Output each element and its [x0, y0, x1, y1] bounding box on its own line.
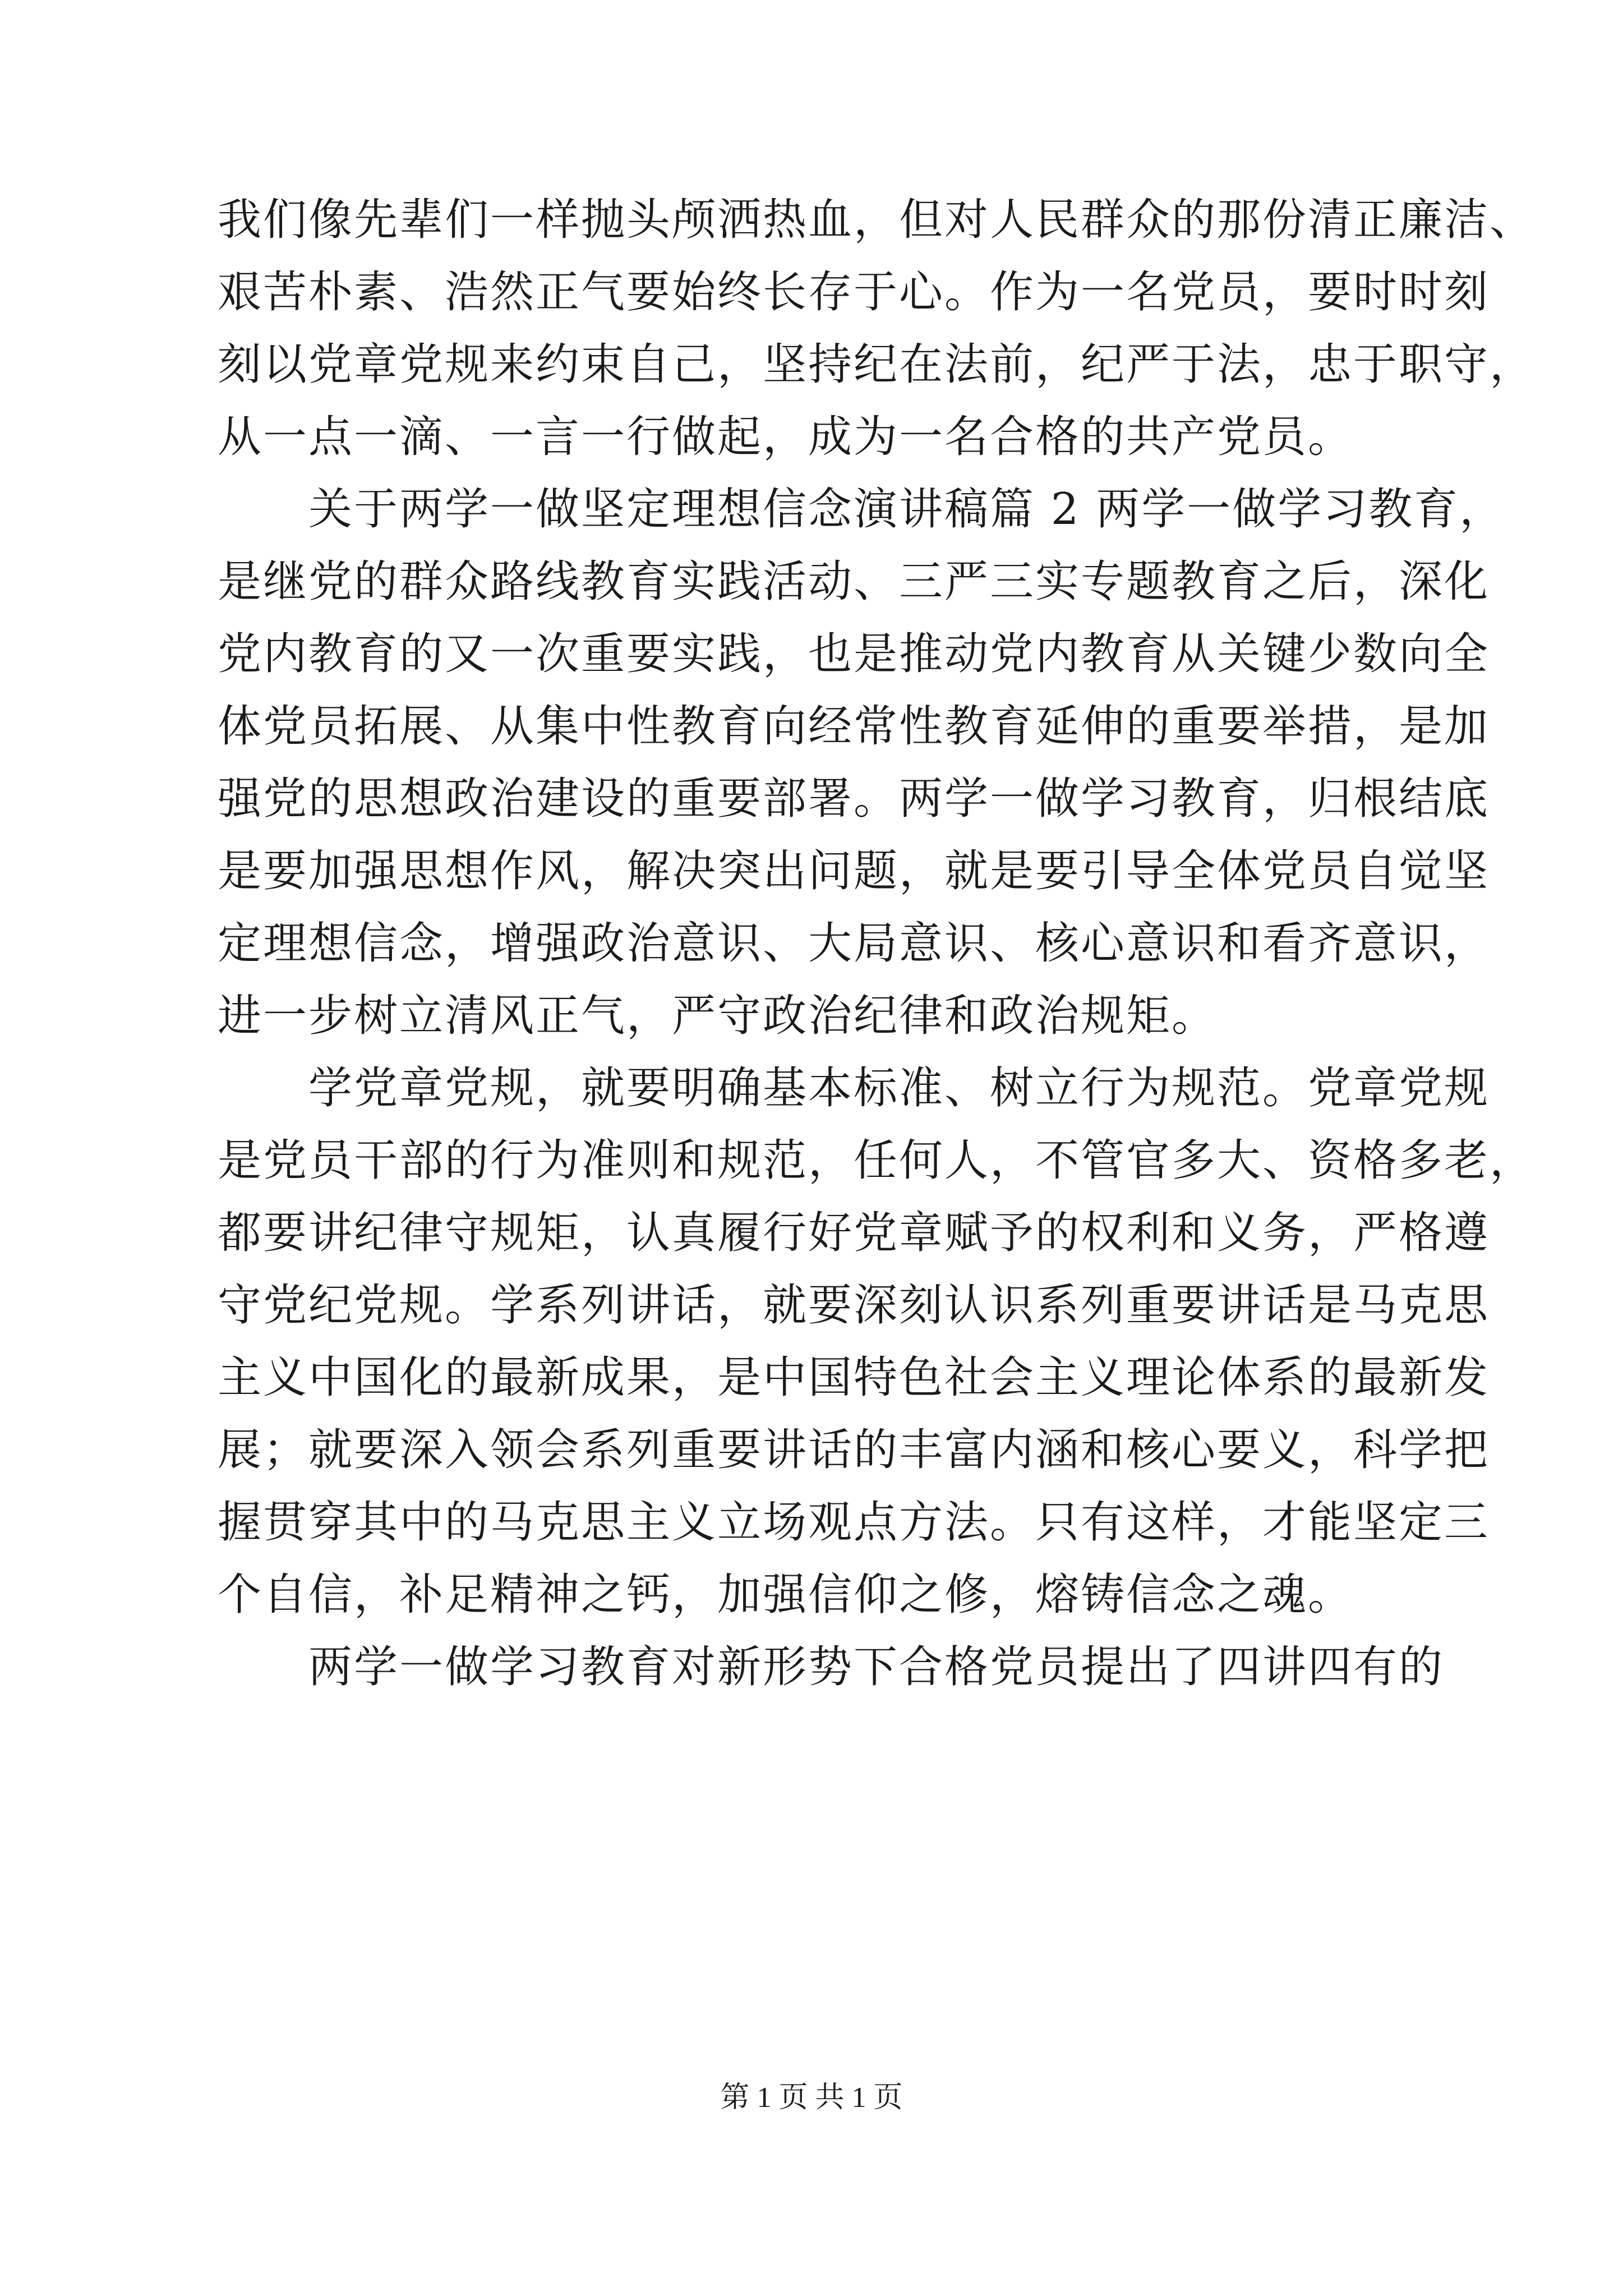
text-line: 都要讲纪律守规矩，认真履行好党章赋予的权利和义务，严格遵: [218, 1208, 1490, 1258]
text-line: 从一点一滴、一言一行做起，成为一名合格的共产党员。: [218, 412, 1354, 462]
text-line: 定理想信念，增强政治意识、大局意识、核心意识和看齐意识，: [218, 918, 1490, 969]
text-line: 是要加强思想作风，解决突出问题，就是要引导全体党员自觉坚: [218, 846, 1490, 896]
text-line: 我们像先辈们一样抛头颅洒热血，但对人民群众的那份清正廉洁、: [218, 195, 1536, 245]
text-line: 主义中国化的最新成果，是中国特色社会主义理论体系的最新发: [218, 1352, 1490, 1403]
text-line: 是党员干部的行为准则和规范，任何人，不管官多大、资格多老，: [218, 1135, 1536, 1186]
document-body: [218, 184, 1536, 1704]
text-line: 守党纪党规。学系列讲话，就要深刻认识系列重要讲话是马克思: [218, 1280, 1490, 1331]
text-line: 党内教育的又一次重要实践，也是推动党内教育从关键少数向全: [218, 629, 1490, 679]
text-line: 握贯穿其中的马克思主义立场观点方法。只有这样，才能坚定三: [218, 1497, 1490, 1548]
text-line: 强党的思想政治建设的重要部署。两学一做学习教育，归根结底: [218, 774, 1490, 824]
page-footer: 第 1 页 共 1 页: [720, 2082, 903, 2114]
text-line: 关于两学一做坚定理想信念演讲稿篇 2 两学一做学习教育，: [218, 484, 1505, 535]
text-line: 进一步树立清风正气，严守政治纪律和政治规矩。: [218, 991, 1218, 1041]
text-line: 两学一做学习教育对新形势下合格党员提出了四讲四有的: [218, 1642, 1445, 1692]
text-line: 刻以党章党规来约束自己，坚持纪在法前，纪严于法，忠于职守，: [218, 339, 1536, 390]
text-line: 艰苦朴素、浩然正气要始终长存于心。作为一名党员，要时时刻: [218, 267, 1490, 318]
text-line: 个自信，补足精神之钙，加强信仰之修，熔铸信念之魂。: [218, 1570, 1354, 1620]
text-line: 体党员拓展、从集中性教育向经常性教育延伸的重要举措，是加: [218, 701, 1490, 752]
text-line: 展；就要深入领会系列重要讲话的丰富内涵和核心要义，科学把: [218, 1425, 1490, 1475]
text-line: 是继党的群众路线教育实践活动、三严三实专题教育之后，深化: [218, 556, 1490, 607]
text-line: 学党章党规，就要明确基本标准、树立行为规范。党章党规: [218, 1063, 1490, 1114]
